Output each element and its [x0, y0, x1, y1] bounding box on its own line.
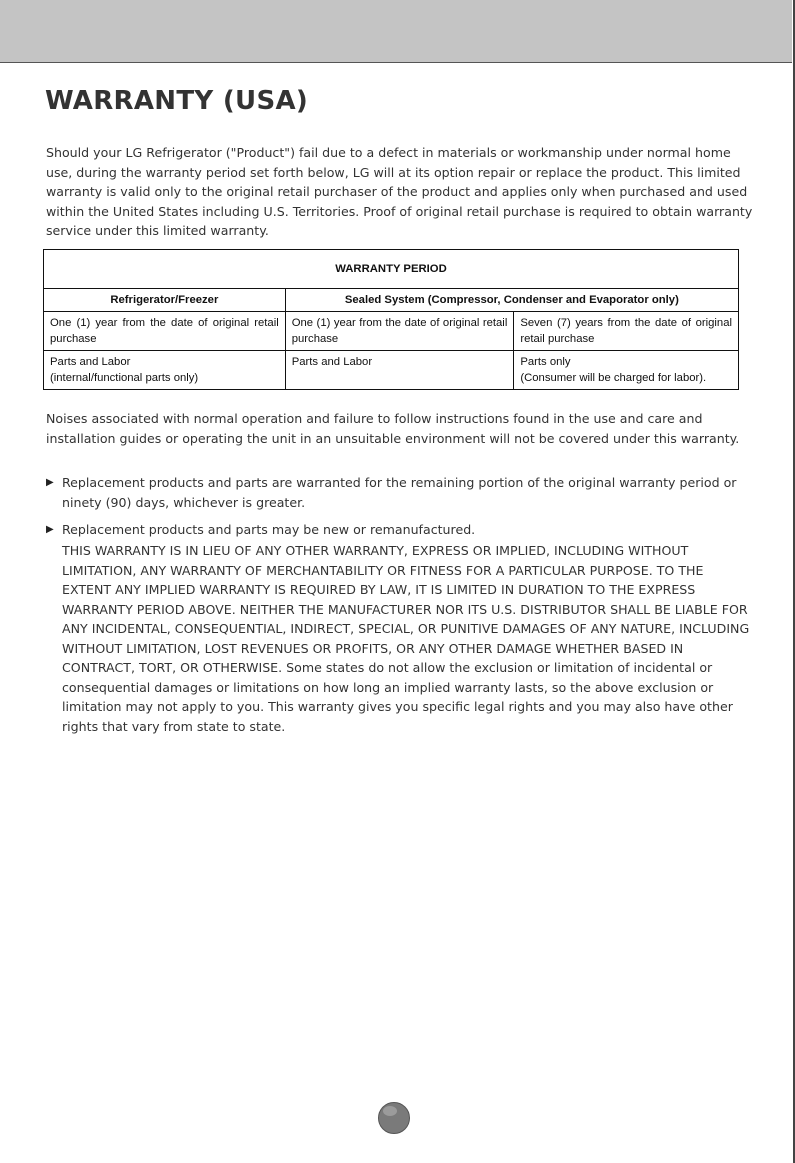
noise-paragraph: Noises associated with normal operation and failure to follow instructions found in the use and care and installation guides or operating the unit in an unsuitable environment will not be covered under this warranty. [46, 411, 740, 446]
list-item-text: Replacement products and parts may be new or remanufactured. [62, 522, 476, 537]
table-row [44, 312, 739, 351]
bullet-list [46, 473, 754, 548]
list-item [46, 473, 754, 512]
table-cell [44, 351, 286, 390]
triangle-right-icon: ▶ [46, 524, 54, 535]
cell-line: (internal/functional parts only) [50, 372, 199, 384]
page-title: WARRANTY (USA) [45, 86, 309, 116]
header-bar [0, 0, 792, 63]
list-item-text: Replacement products and parts are warranted for the remaining portion of the original warranty period or ninety (90) days, whichever is greater. [62, 475, 737, 510]
warranty-period-heading: WARRANTY PERIOD [44, 250, 739, 289]
disclaimer-rest: Some states do not allow the exclusion or limitation of incidental or consequential damages or limitations on how long an implied warranty lasts, so the above exclusion or limitation may not apply to you. This warranty gives you specific legal rights and you may also have other rights that vary from state to state. [62, 660, 733, 734]
column-header-sealed-system: Sealed System (Compressor, Condenser and Evaporator only) [285, 289, 738, 312]
table-row [44, 351, 739, 390]
cell-line: (Consumer will be charged for labor). [520, 372, 707, 384]
cell-line: Parts only [520, 356, 571, 368]
table-cell: One (1) year from the date of original retail purchase [44, 312, 286, 351]
table-cell [514, 351, 739, 390]
disclaimer-caps: THIS WARRANTY IS IN LIEU OF ANY OTHER WARRANTY, EXPRESS OR IMPLIED, INCLUDING WITHOUT LIMITATION, ANY WARRANTY OF MERCHANTABILITY OR FITNESS FOR A PARTICULAR PURPOSE. TO THE EXTENT ANY IMPLIED WARRANTY IS REQUIRED BY LAW, IT IS LIMITED IN DURATION TO THE EXPRESS WARRANTY PERIOD ABOVE. NEITHER THE MANUFACTURER NOR ITS U.S. DISTRIBUTOR SHALL BE LIABLE FOR ANY INCIDENTAL, CONSEQUENTIAL, INDIRECT, SPECIAL, OR PUNITIVE DAMAGES OF ANY NATURE, INCLUDING WITHOUT LIMITATION, LOST REVENUES OR PROFITS, OR ANY OTHER DAMAGE WHETHER BASED IN CONTRACT, TORT, OR OTHERWISE. [62, 543, 750, 675]
table-cell: Parts and Labor [285, 351, 514, 390]
disclaimer-paragraph [62, 541, 752, 736]
warranty-table [43, 249, 739, 390]
cell-line: Parts and Labor [50, 356, 131, 368]
intro-paragraph: Should your LG Refrigerator ("Product") fail due to a defect in materials or workmanship under normal home use, during the warranty period set forth below, LG will at its option repair or replace the product. This limited warranty is valid only to the original retail purchaser of the product and applies only when purchased and used within the United States including U.S. Territories. Proof of original retail purchase is required to obtain warranty service under this limited warranty. [46, 145, 753, 238]
table-cell: Seven (7) years from the date of original retail purchase [514, 312, 739, 351]
list-item [46, 520, 754, 540]
column-header-refrigerator: Refrigerator/Freezer [44, 289, 286, 312]
page-dot-icon [378, 1102, 410, 1134]
table-cell: One (1) year from the date of original retail purchase [285, 312, 514, 351]
triangle-right-icon: ▶ [46, 477, 54, 488]
